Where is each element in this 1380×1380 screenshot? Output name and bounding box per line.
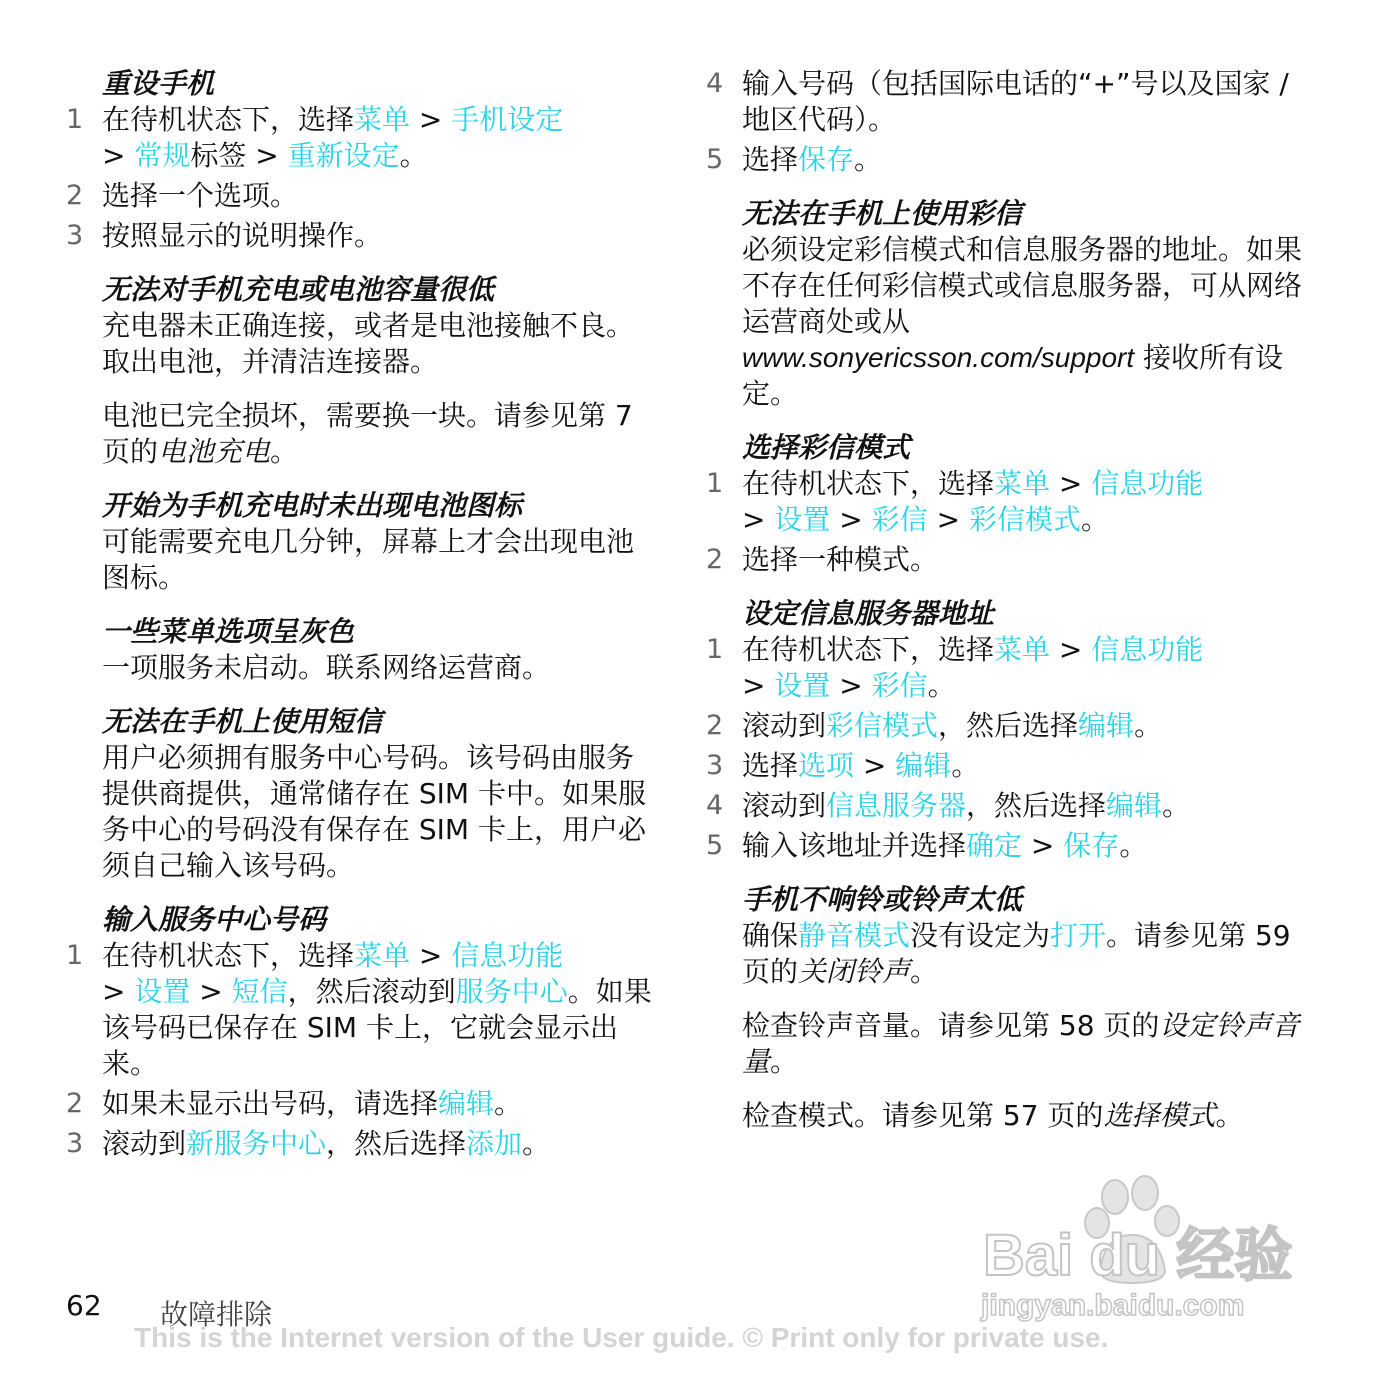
baidu-jingyan-watermark — [975, 1175, 1305, 1325]
baidu-paw-icon — [975, 1175, 1305, 1325]
menu-link: 添加 — [466, 1127, 523, 1160]
step-text: 选择一个选项。 — [102, 179, 299, 212]
menu-link: 编辑 — [1078, 709, 1135, 742]
step-number: 2 — [66, 180, 84, 211]
step-list — [706, 66, 1306, 178]
step-text: 。 — [951, 749, 980, 782]
step-number: 1 — [706, 468, 724, 499]
step-text: > — [190, 975, 232, 1008]
step-number: 3 — [66, 220, 84, 251]
step-text: 。 — [399, 139, 428, 172]
menu-link: 打开 — [1050, 919, 1107, 952]
section-reset-phone — [66, 66, 656, 254]
step-text: > — [854, 749, 896, 782]
menu-link: 重新设定 — [287, 139, 400, 172]
menu-link: 手机设定 — [451, 103, 564, 136]
section-message-server — [706, 596, 1306, 864]
step-text: 选择一种模式。 — [742, 543, 939, 576]
menu-link: 信息服务器 — [826, 789, 967, 822]
step-list — [706, 632, 1306, 864]
step-number: 1 — [66, 940, 84, 971]
paragraph-text: 。 — [270, 435, 299, 468]
paragraph: 一项服务未启动。联系网络运营商。 — [102, 651, 551, 684]
step-number: 1 — [706, 634, 724, 665]
step-item — [706, 788, 1306, 824]
section-heading: 设定信息服务器地址 — [742, 597, 995, 630]
menu-link: 短信 — [231, 975, 288, 1008]
section-mms-problem — [706, 196, 1306, 412]
step-text: 。 — [494, 1087, 523, 1120]
menu-link: 菜单 — [994, 467, 1051, 500]
step-item — [66, 102, 656, 174]
menu-link: 信息功能 — [451, 939, 564, 972]
step-item — [66, 218, 656, 254]
section-service-centre — [66, 902, 656, 1162]
section-ringtone-problem — [706, 882, 1306, 1134]
paragraph-text: 没有设定为 — [910, 919, 1051, 952]
section-heading: 选择彩信模式 — [742, 431, 911, 464]
step-text: 。 — [927, 669, 956, 702]
menu-link: 保存 — [1063, 829, 1120, 862]
step-text: 。 — [854, 143, 883, 176]
watermark-url: jingyan.baidu.com — [981, 1289, 1245, 1322]
paragraph-text: 。 — [1215, 1099, 1244, 1132]
page-number: 62 — [66, 1289, 102, 1322]
paragraph-text: 检查模式。请参见第 57 页的 — [742, 1099, 1104, 1132]
step-text: 在待机状态下，选择 — [102, 939, 355, 972]
step-item — [66, 178, 656, 214]
step-number: 5 — [706, 144, 724, 175]
step-text: 输入该地址并选择 — [742, 829, 967, 862]
menu-link: 彩信模式 — [968, 503, 1081, 536]
section-heading: 开始为手机充电时未出现电池图标 — [102, 489, 523, 522]
step-item — [706, 142, 1306, 178]
step-text: 。 — [1162, 789, 1191, 822]
paragraph-text: 。请参见第 59 页的 — [742, 919, 1291, 988]
section-heading: 手机不响铃或铃声太低 — [742, 883, 1023, 916]
step-text: > — [830, 669, 872, 702]
step-number: 1 — [66, 104, 84, 135]
menu-link: 新服务中心 — [186, 1127, 327, 1160]
cross-reference: 设定铃声音量 — [742, 1009, 1300, 1078]
menu-link: 设置 — [774, 669, 831, 702]
step-text: 选择 — [742, 143, 799, 176]
step-text: > — [1050, 633, 1092, 666]
step-item — [66, 1086, 656, 1122]
menu-link: 彩信 — [871, 669, 928, 702]
step-list — [66, 102, 656, 254]
step-text: 输入号码（包括国际电话的“+”号以及国家 / 地区代码）。 — [742, 67, 1289, 136]
step-item — [706, 542, 1306, 578]
menu-link: 编辑 — [1106, 789, 1163, 822]
step-item — [706, 66, 1306, 138]
step-text: 。 — [522, 1127, 551, 1160]
paragraph-text: 接收所有设定。 — [742, 341, 1284, 410]
step-text: 。如果该号码已保存在 SIM 卡上，它就会显示出来。 — [102, 975, 652, 1080]
step-text: ，然后选择 — [326, 1127, 467, 1160]
menu-link: 服务中心 — [455, 975, 568, 1008]
step-text: 在待机状态下，选择 — [742, 467, 995, 500]
step-item — [66, 938, 656, 1082]
step-text: 选择 — [742, 749, 799, 782]
menu-link: 设置 — [774, 503, 831, 536]
paragraph — [706, 918, 1306, 990]
step-text: 标签 > — [190, 139, 288, 172]
step-text: 。 — [1119, 829, 1148, 862]
step-number: 2 — [706, 544, 724, 575]
step-item — [706, 708, 1306, 744]
step-text: 滚动到 — [102, 1127, 187, 1160]
step-text: ，然后选择 — [938, 709, 1079, 742]
step-text: 在待机状态下，选择 — [102, 103, 355, 136]
step-text: > — [102, 139, 135, 172]
step-text: > — [830, 503, 872, 536]
menu-link: 彩信模式 — [826, 709, 939, 742]
cross-reference: 选择模式 — [1103, 1099, 1216, 1132]
step-text: > — [410, 103, 452, 136]
menu-link: 信息功能 — [1091, 633, 1204, 666]
section-heading: 无法在手机上使用彩信 — [742, 197, 1023, 230]
section-heading: 重设手机 — [102, 67, 215, 100]
step-text: 滚动到 — [742, 789, 827, 822]
menu-link: 编辑 — [895, 749, 952, 782]
menu-link: 编辑 — [438, 1087, 495, 1120]
step-number: 2 — [706, 710, 724, 741]
menu-link: 菜单 — [994, 633, 1051, 666]
step-text: 如果未显示出号码，请选择 — [102, 1087, 439, 1120]
section-grey-menu — [66, 614, 656, 686]
step-number: 2 — [66, 1088, 84, 1119]
left-column — [66, 66, 656, 1180]
step-item — [706, 632, 1306, 704]
paragraph — [66, 398, 656, 470]
section-heading: 输入服务中心号码 — [102, 903, 327, 936]
menu-link: 静音模式 — [798, 919, 911, 952]
section-heading: 无法在手机上使用短信 — [102, 705, 383, 738]
step-list — [706, 466, 1306, 578]
step-item — [66, 1126, 656, 1162]
step-text: ，然后滚动到 — [287, 975, 456, 1008]
step-number: 4 — [706, 68, 724, 99]
section-sms-problem — [66, 704, 656, 884]
section-select-mms-profile — [706, 430, 1306, 578]
step-number: 3 — [706, 750, 724, 781]
paragraph — [706, 232, 1306, 412]
step-text: 按照显示的说明操作。 — [102, 219, 383, 252]
step-text: 。 — [1134, 709, 1163, 742]
step-text: 。 — [1080, 503, 1109, 536]
section-heading: 一些菜单选项呈灰色 — [102, 615, 355, 648]
step-text: ，然后选择 — [966, 789, 1107, 822]
support-url: www.sonyericsson.com/support — [742, 342, 1135, 373]
step-number: 5 — [706, 830, 724, 861]
menu-link: 信息功能 — [1091, 467, 1204, 500]
step-list — [66, 938, 656, 1162]
step-text: 在待机状态下，选择 — [742, 633, 995, 666]
paragraph-text: 检查铃声音量。请参见第 58 页的 — [742, 1009, 1160, 1042]
step-text: > — [1050, 467, 1092, 500]
menu-link: 菜单 — [354, 103, 411, 136]
menu-link: 常规 — [134, 139, 191, 172]
paragraph-text: 电池已完全损坏，需要换一块。请参见第 7 页的 — [102, 399, 633, 468]
cross-reference: 关闭铃声 — [798, 955, 911, 988]
paragraph: 用户必须拥有服务中心号码。该号码由服务提供商提供，通常储存在 SIM 卡中。如果服务中心的号码没有保存在 SIM 卡上，用户必须自己输入该号码。 — [102, 741, 646, 882]
step-item — [706, 748, 1306, 784]
paragraph-text: 。 — [770, 1045, 799, 1078]
menu-link: 彩信 — [871, 503, 928, 536]
step-text: > — [102, 975, 135, 1008]
menu-link: 菜单 — [354, 939, 411, 972]
step-item — [706, 466, 1306, 538]
menu-link: 确定 — [966, 829, 1023, 862]
footer-section-title: 故障排除 — [160, 1298, 273, 1331]
paragraph-text: 。 — [910, 955, 939, 988]
watermark-logo-text: Bai du 经验 — [983, 1223, 1293, 1288]
section-battery-icon — [66, 488, 656, 596]
section-heading: 无法对手机充电或电池容量很低 — [102, 273, 495, 306]
menu-link: 选项 — [798, 749, 855, 782]
section-charging-problem — [66, 272, 656, 470]
step-text: > — [742, 669, 775, 702]
step-text: > — [1022, 829, 1064, 862]
paragraph: 充电器未正确连接，或者是电池接触不良。取出电池，并清洁连接器。 — [102, 309, 635, 378]
paragraph: 可能需要充电几分钟，屏幕上才会出现电池图标。 — [102, 525, 635, 594]
step-text: > — [742, 503, 775, 536]
step-text: 滚动到 — [742, 709, 827, 742]
paragraph-text: 必须设定彩信模式和信息服务器的地址。如果不存在任何彩信模式或信息服务器，可从网络运营商处或从 — [742, 233, 1303, 338]
cross-reference: 电池充电 — [158, 435, 271, 468]
paragraph-text: 确保 — [742, 919, 799, 952]
step-number: 3 — [66, 1128, 84, 1159]
step-text: > — [927, 503, 969, 536]
step-text: > — [410, 939, 452, 972]
paragraph — [706, 1008, 1306, 1080]
disclaimer-text: This is the Internet version of the User guide. © Print only for private use. — [134, 1322, 1109, 1353]
paragraph — [706, 1098, 1306, 1134]
menu-link: 设置 — [134, 975, 191, 1008]
section-service-centre-continued — [706, 66, 1306, 178]
step-item — [706, 828, 1306, 864]
right-column — [706, 66, 1306, 1152]
menu-link: 保存 — [798, 143, 855, 176]
step-number: 4 — [706, 790, 724, 821]
